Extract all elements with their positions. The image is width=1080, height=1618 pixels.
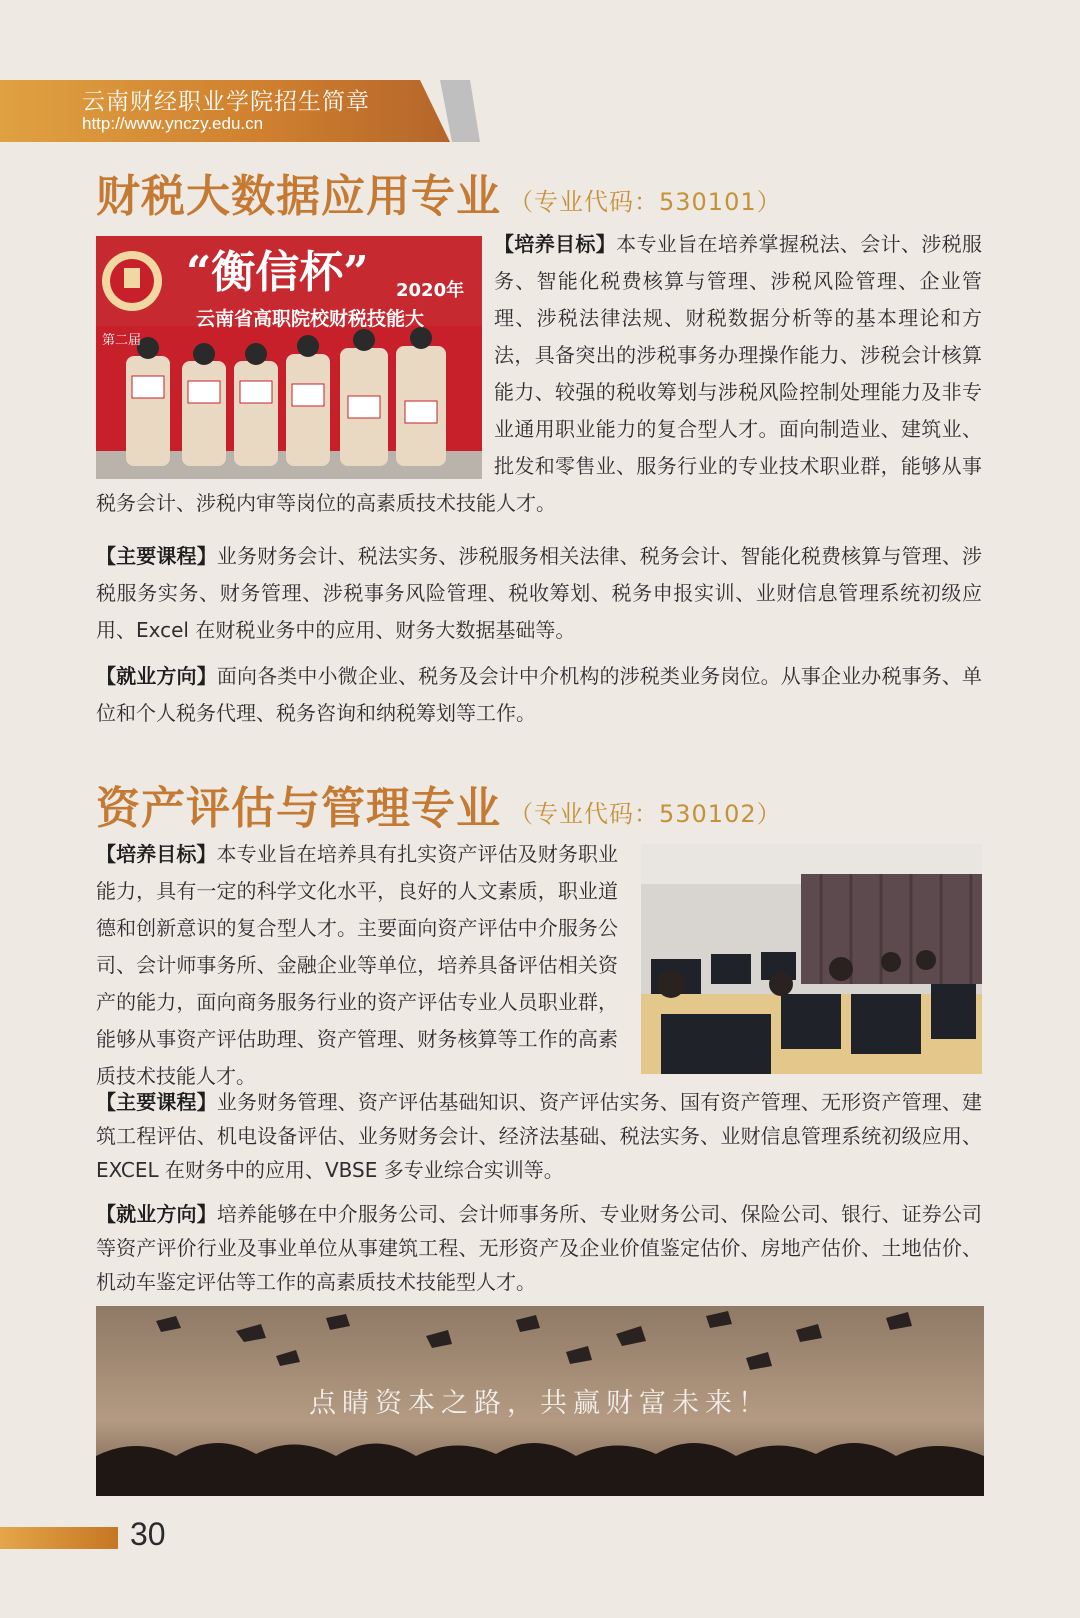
section2-course-tag: 【主要课程】 bbox=[96, 1090, 217, 1114]
graduation-banner bbox=[96, 1306, 984, 1496]
section2-job-text: 培养能够在中介服务公司、会计师事务所、专业财务公司、保险公司、银行、证券公司等资产评价行业及事业单位从事建筑工程、无形资产及企业价值鉴定估价、房地产估价、土地估价、机动车鉴定评估等工作的高素质技术技能型人才。 bbox=[96, 1202, 983, 1294]
photo-year: 2020年 bbox=[396, 280, 465, 301]
footer-accent-bar bbox=[0, 1527, 118, 1549]
section2-code: （专业代码：530102） bbox=[509, 799, 782, 828]
section1-title bbox=[96, 160, 782, 224]
section1-course-text: 业务财务会计、税法实务、涉税服务相关法律、税务会计、智能化税费核算与管理、涉税服务实务、财务管理、涉税事务风险管理、税收筹划、税务申报实训、业财信息管理系统初级应用、Excel 在财税业务中的应用、财务大数据基础等。 bbox=[96, 544, 983, 642]
header-title: 云南财经职业学院招生简章 bbox=[82, 89, 370, 115]
photo-banner-text: “衡信杯” bbox=[186, 247, 369, 298]
computer-lab-photo bbox=[641, 844, 982, 1074]
photo-subtitle: 云南省高职院校财税技能大 bbox=[196, 308, 425, 330]
section2-goal-tag: 【培养目标】 bbox=[96, 842, 217, 866]
section1-job-text: 面向各类中小微企业、税务及会计中介机构的涉税类业务岗位。从事企业办税事务、单位和个人税务代理、税务咨询和纳税筹划等工作。 bbox=[96, 664, 983, 725]
section2-goal bbox=[96, 836, 618, 1095]
photo-tag: 第二届 bbox=[102, 333, 142, 348]
section2-job-tag: 【就业方向】 bbox=[96, 1202, 217, 1226]
section2-course-text: 业务财务管理、资产评估基础知识、资产评估实务、国有资产管理、无形资产管理、建筑工程评估、机电设备评估、业务财务会计、经济法基础、税法实务、业财信息管理系统初级应用、EXCEL 在财务中的应用、VBSE 多专业综合实训等。 bbox=[96, 1090, 983, 1182]
section2-course bbox=[96, 1085, 982, 1187]
section1-goal bbox=[96, 226, 982, 522]
page-number: 30 bbox=[130, 1516, 166, 1552]
section1-course-tag: 【主要课程】 bbox=[96, 544, 217, 568]
section1-job bbox=[96, 658, 982, 732]
section2-title-text: 资产评估与管理专业 bbox=[96, 783, 501, 834]
section1-code: （专业代码：530101） bbox=[509, 187, 782, 216]
section1-course bbox=[96, 538, 982, 649]
slogan-text: 点睛资本之路，共赢财富未来！ bbox=[309, 1388, 771, 1419]
section1-goal-text: 本专业旨在培养掌握税法、会计、涉税服务、智能化税费核算与管理、涉税风险管理、企业管理、涉税法律法规、财税数据分析等的基本理论和方法，具备突出的涉税事务办理操作能力、涉税会计核算能力、较强的税收筹划与涉税风险控制处理能力及非专业通用职业能力的复合型人才。面向制造业、建筑业、批发和零售业、服务行业的专业技术职业群，能够从事税务会计、涉税内审等岗位的高素质技术技能人才。 bbox=[96, 232, 983, 515]
header-url[interactable]: http://www.ynczy.edu.cn bbox=[82, 114, 264, 133]
section2-title bbox=[96, 772, 782, 836]
section2-job bbox=[96, 1197, 982, 1299]
section1-job-tag: 【就业方向】 bbox=[96, 664, 217, 688]
section1-goal-tag: 【培养目标】 bbox=[494, 232, 617, 256]
section1-title-text: 财税大数据应用专业 bbox=[96, 171, 501, 222]
section2-goal-text: 本专业旨在培养具有扎实资产评估及财务职业能力，具有一定的科学文化水平，良好的人文素质，职业道德和创新意识的复合型人才。主要面向资产评估中介服务公司、会计师事务所、金融企业等单位，培养具备评估相关资产的能力，面向商务服务行业的资产评估专业人员职业群，能够从事资产评估助理、资产管理、财务核算等工作的高素质技术技能人才。 bbox=[96, 842, 619, 1088]
